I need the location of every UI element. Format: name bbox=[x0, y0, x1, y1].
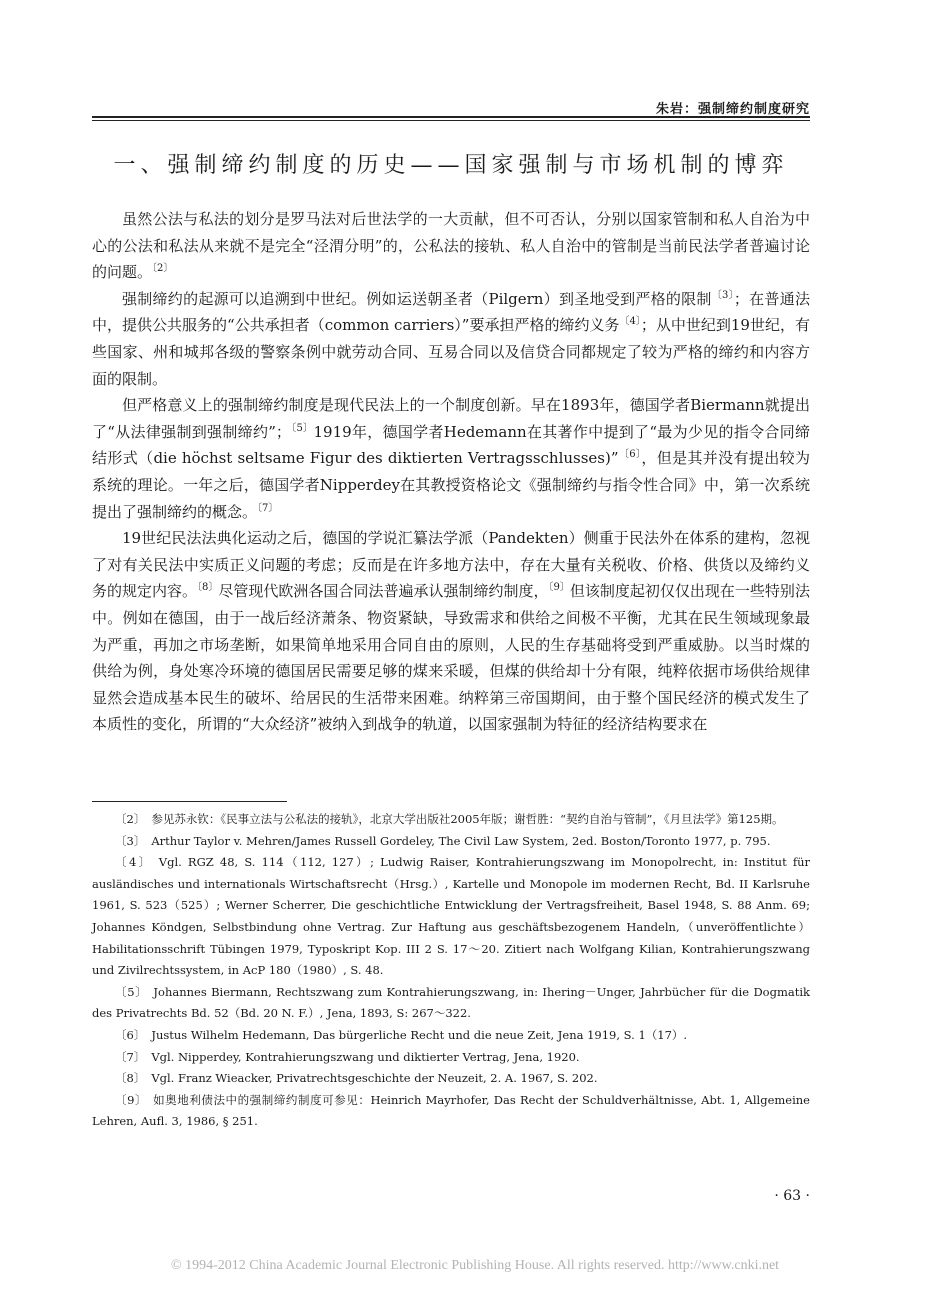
paragraph-text: 19世纪民法法典化运动之后，德国的学说汇纂法学派（Pandekten）侧重于民法外在体系的建构，忽视了对有关民法中实质正义问题的考虑；反而是在许多地方法中，存在大量有关税收、价格、供货以及缔约义务的规定内容。 bbox=[92, 529, 810, 601]
paragraph-continuation: 尽管现代欧洲各国合同法普遍承认强制缔约制度， bbox=[218, 582, 549, 601]
footnote-6 bbox=[92, 1025, 810, 1047]
footnote-number: 〔7〕 bbox=[115, 1049, 146, 1064]
footnote-text: 参见苏永钦：《民事立法与公私法的接轨》，北京大学出版社2005年版；谢哲胜：“契约自治与管制”，《月旦法学》第125期。 bbox=[151, 812, 784, 826]
copyright-notice: © 1994-2012 China Academic Journal Electronic Publishing House. All rights reserved. http://www.cnki.net bbox=[170, 1258, 780, 1273]
footnote-ref[interactable]: 〔3〕 bbox=[711, 289, 734, 301]
footnote-divider bbox=[92, 801, 287, 802]
footnote-2 bbox=[92, 809, 810, 831]
footnote-text: Johannes Biermann, Rechtszwang zum Kontrahierungszwang, in: Ihering－Unger, Jahrbücher für die Dogmatik des Privatrechts Bd. 52（Bd. 20 N. F.）, Jena, 1893, S: 267～322. bbox=[92, 984, 810, 1021]
footnote-number: 〔6〕 bbox=[115, 1027, 146, 1042]
body-text bbox=[92, 206, 810, 738]
footnote-number: 〔8〕 bbox=[115, 1071, 146, 1086]
footnote-7 bbox=[92, 1047, 810, 1069]
footnote-3 bbox=[92, 831, 810, 853]
footnote-4 bbox=[92, 852, 810, 982]
running-title: 朱岩：强制缔约制度研究 bbox=[655, 102, 810, 117]
footnote-ref[interactable]: 〔9〕 bbox=[548, 582, 570, 594]
footnote-number: 〔9〕 bbox=[115, 1092, 148, 1107]
footnotes bbox=[92, 809, 810, 1133]
footnote-ref[interactable]: 〔7〕 bbox=[257, 502, 279, 514]
footnote-text: Vgl. Nipperdey, Kontrahierungszwang und diktierter Vertrag, Jena, 1920. bbox=[151, 1049, 580, 1064]
footnote-text: Arthur Taylor v. Mehren/James Russell Gordeley, The Civil Law System, 2ed. Boston/Toronto 1977, p. 795. bbox=[151, 833, 771, 848]
footnote-number: 〔3〕 bbox=[115, 833, 146, 848]
paragraph-1 bbox=[92, 206, 810, 286]
footnote-number: 〔5〕 bbox=[115, 984, 148, 999]
paragraph-continuation: 但该制度起初仅仅出现在一些特别法中。例如在德国，由于一战后经济萧条、物资紧缺，导致需求和供给之间极不平衡，尤其在民生领域现象最为严重，再加之市场垄断，如果简单地采用合同自由的原则，人民的生存基础将受到严重威胁。以当时煤的供给为例，身处寒冷环境的德国居民需要足够的煤来采暖，但煤的供给却十分有限，纯粹依据市场供给规律显然会造成基本民生的破坏、给居民的生活带来困难。纳粹第三帝国期间，由于整个国民经济的模式发生了本质性的变化，所谓的“大众经济”被纳入到战争的轨道，以国家强制为特征的经济结构要求在 bbox=[92, 582, 810, 734]
footnote-8 bbox=[92, 1068, 810, 1090]
footnote-ref[interactable]: 〔5〕 bbox=[290, 422, 314, 434]
paragraph-continuation: ；从中世纪到19世纪，有些国家、州和城邦各级的警察条例中就劳动合同、互易合同以及信贷合同都规定了较为严格的缔约和内容方面的限制。 bbox=[92, 316, 810, 388]
page-number: · 63 · bbox=[774, 1188, 810, 1204]
paragraph-continuation: ，但是其并没有提出较为系统的理论。一年之后，德国学者Nipperdey在其教授资格论文《强制缔约与指令性合同》中，第一次系统提出了强制缔约的概念。 bbox=[92, 449, 810, 521]
footnote-ref[interactable]: 〔4〕 bbox=[619, 316, 641, 328]
footnote-ref[interactable]: 〔2〕 bbox=[152, 263, 174, 275]
paragraph-4 bbox=[92, 525, 810, 738]
footnote-text: Vgl. RGZ 48, S. 114（112, 127）; Ludwig Raiser, Kontrahierungszwang im Monopolrecht, in: Institut für ausländisches und internationals Wirtschaftsrecht（Hrsg.）, Kartelle und Monopole im modernen Recht, Bd. II Karlsruhe 1961, S. 523（525）; Werner Scherrer, Die geschichtliche Entwicklung der Vertragsfreiheit, Basel 1948, S. 88 Anm. 69; Johannes Köndgen, Selbstbindung ohne Vertrag. Zur Haftung aus geschäftsbezogenem Handeln,（unveröffentlichte）Habilitationsschrift Tübingen 1979, Typoskript Kop. III 2 S. 17～20. Zitiert nach Wolfgang Kilian, Kontrahierungszwang und Zivilrechtssystem, in AcP 180（1980）, S. 48. bbox=[92, 855, 810, 978]
footnote-text: Vgl. Franz Wieacker, Privatrechtsgeschichte der Neuzeit, 2. A. 1967, S. 202. bbox=[151, 1071, 598, 1086]
running-header bbox=[92, 92, 810, 122]
section-title: 一、强制缔约制度的历史——国家强制与市场机制的博弈 bbox=[113, 153, 789, 178]
footnote-5 bbox=[92, 982, 810, 1025]
paragraph-3 bbox=[92, 392, 810, 525]
paragraph-text: 虽然公法与私法的划分是罗马法对后世法学的一大贡献，但不可否认，分别以国家管制和私人自治为中心的公法和私法从来就不是完全“泾渭分明”的，公私法的接轨、私人自治中的管制是当前民法学者普遍讨论的问题。 bbox=[92, 210, 810, 282]
paragraph-continuation: 1919年，德国学者Hedemann在其著作中提到了“最为少见的指令合同缔结形式（die höchst seltsame Figur des diktierten Vertragsschlusses)” bbox=[92, 422, 810, 468]
footnote-ref[interactable]: 〔8〕 bbox=[197, 582, 219, 594]
paragraph-continuation: ；在普通法中，提供公共服务的“公共承担者（common carriers）”要承担严格的缔约义务 bbox=[92, 289, 810, 335]
footnote-number: 〔2〕 bbox=[115, 812, 146, 826]
paragraph-text: 但严格意义上的强制缔约制度是现代民法上的一个制度创新。早在1893年，德国学者Biermann就提出了“从法律强制到强制缔约”； bbox=[92, 396, 810, 441]
footnote-text: 如奥地利债法中的强制缔约制度可参见：Heinrich Mayrhofer, Das Recht der Schuldverhältnisse, Abt. 1, Allgemeine Lehren, Aufl. 3, 1986, § 251. bbox=[92, 1092, 810, 1129]
footnote-text: Justus Wilhelm Hedemann, Das bürgerliche Recht und die neue Zeit, Jena 1919, S. 1（17）. bbox=[151, 1027, 688, 1042]
header-rule-thin bbox=[92, 120, 810, 121]
paragraph-text: 强制缔约的起源可以追溯到中世纪。例如运送朝圣者（Pilgern）到圣地受到严格的限制 bbox=[122, 289, 712, 308]
footnote-ref[interactable]: 〔6〕 bbox=[618, 449, 642, 461]
footnote-9 bbox=[92, 1090, 810, 1133]
paragraph-2 bbox=[92, 286, 810, 392]
footnote-number: 〔4〕 bbox=[115, 855, 153, 870]
header-rule-thick bbox=[92, 116, 810, 118]
